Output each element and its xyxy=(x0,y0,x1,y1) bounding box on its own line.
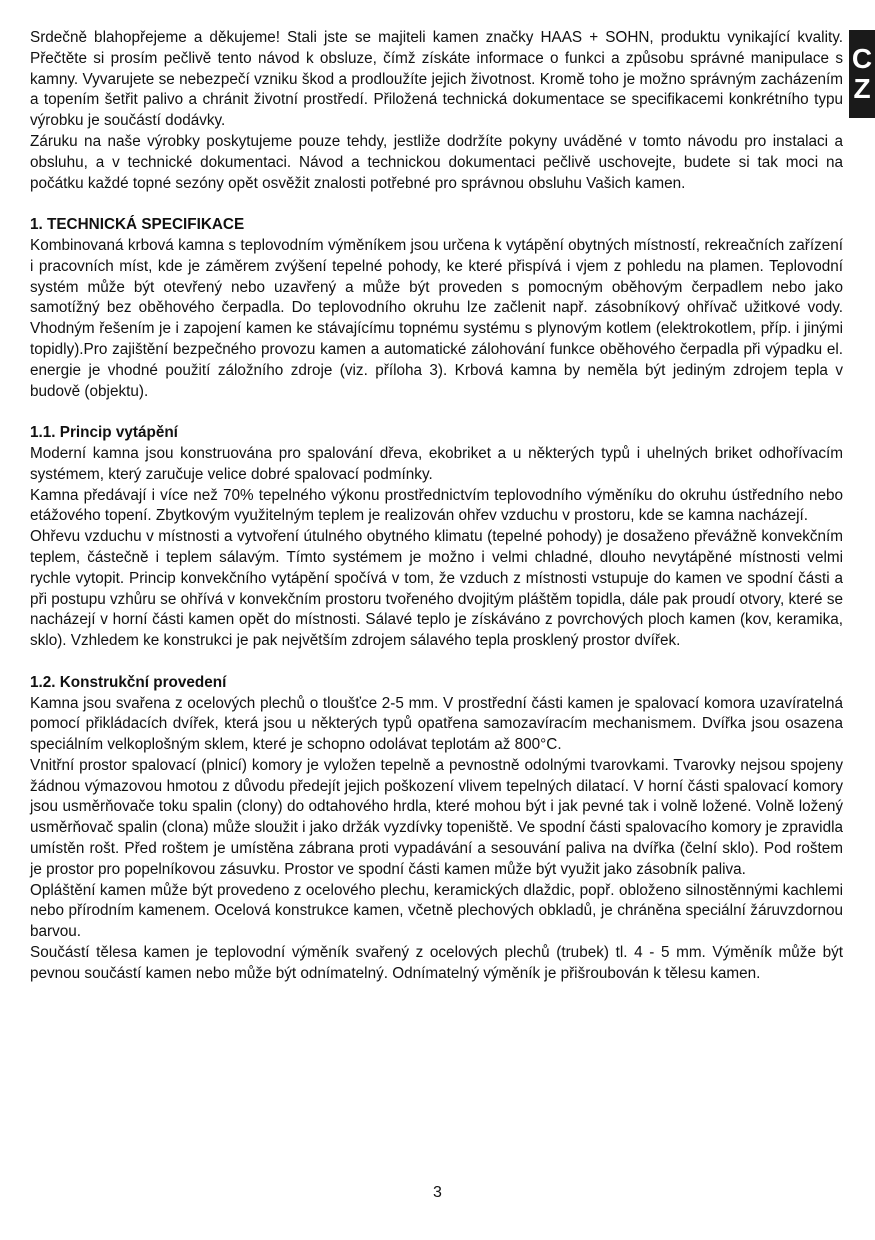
intro-paragraph: Záruku na naše výrobky poskytujeme pouze tehdy, jestliže dodržíte pokyny uváděné v tomto návodu pro instalaci a obsluhu, a v technické dokumentaci. Návod a technickou dokumentaci pečlivě uschovejte, budete si tak moci na počátku každé topné sezóny opět osvěžit znalosti potřebné pro správnou obsluhu Vašich kamen. xyxy=(30,132,843,192)
section-paragraph: Kamna předávají i více než 70% tepelného výkonu prostřednictvím teplovodního výměníku do okruhu ústředního nebo etážového topení. Zbytkovým využitelným teplem je realizován ohřev vzduchu v prostoru, kde se kamna nacházejí. xyxy=(30,486,843,525)
page-number: 3 xyxy=(433,1184,442,1201)
document-body xyxy=(30,28,843,985)
section-paragraph: Kamna jsou svařena z ocelových plechů o tloušťce 2-5 mm. V prostřední části kamen je spalovací komora uzavíratelná pomocí přikládacích dvířek, která jsou u některých typů opatřena samozavíracím mechanismem. Dvířka jsou osazena speciálním velkoplošným sklem, které je schopno odolávat teplotám až 800°C. xyxy=(30,694,843,754)
section-paragraph: Ohřevu vzduchu v místnosti a vytvoření útulného obytného klimatu (tepelné pohody) je dosaženo převážně konvekčním teplem, částečně i teplem sálavým. Tímto systémem je možno i velmi chladné, dlouho nevytápěné místnosti velmi rychle vytopit. Princip konvekčního vytápění spočívá v tom, že vzduch z místnosti vstupuje do kamen ve spodní části a při postupu vzhůru se ohřívá v konvekčním prostoru tvořeného dvojitým pláštěm topidla, dále pak proudí otvory, které se nacházejí v horní části kamen opět do místnosti. Sálavé teplo je získáváno z povrchových ploch kamen (kov, keramika, sklo). Vzhledem ke konstrukci je pak největším zdrojem sálavého tepla prosklený prostor dvířek. xyxy=(30,528,843,650)
section-paragraph: Součástí tělesa kamen je teplovodní výměník svařený z ocelových plechů (trubek) tl. 4 - 5 mm. Výměník může být pevnou součástí kamen nebo může být odnímatelný. Odnímatelný výměník je přišroubován k tělesu kamen. xyxy=(30,944,843,982)
section-heading-technical-specification: 1. TECHNICKÁ SPECIFIKACE xyxy=(30,216,245,234)
language-tab xyxy=(849,30,875,118)
section-heading-heating-principle: 1.1. Princip vytápění xyxy=(30,424,178,442)
section-paragraph: Vnitřní prostor spalovací (plnicí) komory je vyložen tepelně a pevnostně odolnými tvarovkami. Tvarovky nejsou spojeny žádnou výmazovou hmotou z důvodu předejít jejich poškození vlivem tepelných dilatací. V horní části spalovací komory jsou usměrňovače toku spalin (clony) do odtahového hrdla, které mohou být i jak pevné tak i volně ložené. Volně ložený usměrňovač spalin (clona) může sloužit i jako držák vyzdívky topeniště. Ve spodní části spalovacího komory je zpravidla umístěn rošt. Před roštem je umístěna zábrana proti vypadávání a sesouvání paliva na dvířka (čelní sklo). Pod roštem je prostor pro popelníkovou zásuvku. Prostor ve spodní části kamen může být využit jako zásobník paliva. xyxy=(30,756,843,878)
intro-paragraph: Srdečně blahopřejeme a děkujeme! Stali jste se majiteli kamen značky HAAS + SOHN, produktu vynikající kvality. Přečtěte si prosím pečlivě tento návod k obsluze, čímž získáte informace o funkci a způsobu správné manipulace s kamny. Vyvarujete se nebezpečí vzniku škod a prodloužíte jejich životnost. Kromě toho je možno správným zacházením a topením šetřit palivo a chránit životní prostředí. Přiložená technická dokumentace se specifikacemi konkrétního typu výrobku je součástí dodávky. xyxy=(30,29,843,130)
language-letter-z: Z xyxy=(853,73,871,104)
section-paragraph: Opláštění kamen může být provedeno z ocelového plechu, keramických dlaždic, popř. obloženo silnostěnnými kachlemi nebo přírodním kamenem. Ocelová konstrukce kamen, včetně plechových obkladů, je chráněna speciální žáruvzdornou barvou. xyxy=(30,881,843,941)
section-paragraph: Kombinovaná krbová kamna s teplovodním výměníkem jsou určena k vytápění obytných místností, rekreačních zařízení i pracovních míst, kde je záměrem zvýšení tepelné pohody, ke které přispívá i vjem z pohledu na plamen. Teplovodní systém může být otevřený nebo uzavřený a může být proveden s pomocným oběhovým čerpadlem nebo jako samotížný bez oběhového čerpadla. Do teplovodního okruhu lze začlenit např. zásobníkový ohřívač užitkové vody. Vhodným řešením je i zapojení kamen ke stávajícímu topnému systému s plynovým kotlem (elektrokotlem, příp. i jinými topidly).Pro zajištění bezpečného provozu kamen a automatické zálohování funkce oběhového čerpadla při výpadku el. energie je vhodné použití záložního zdroje (viz. příloha 3). Krbová kamna by neměla být jediným zdrojem tepla v budově (objektu). xyxy=(30,236,843,400)
section-paragraph: Moderní kamna jsou konstruována pro spalování dřeva, ekobriket a u některých typů i uhelných briket odhořívacím systémem, který zaručuje velice dobré spalovací podmínky. xyxy=(30,444,843,483)
language-letter-c: C xyxy=(851,43,873,74)
section-heading-construction: 1.2. Konstrukční provedení xyxy=(30,673,227,691)
